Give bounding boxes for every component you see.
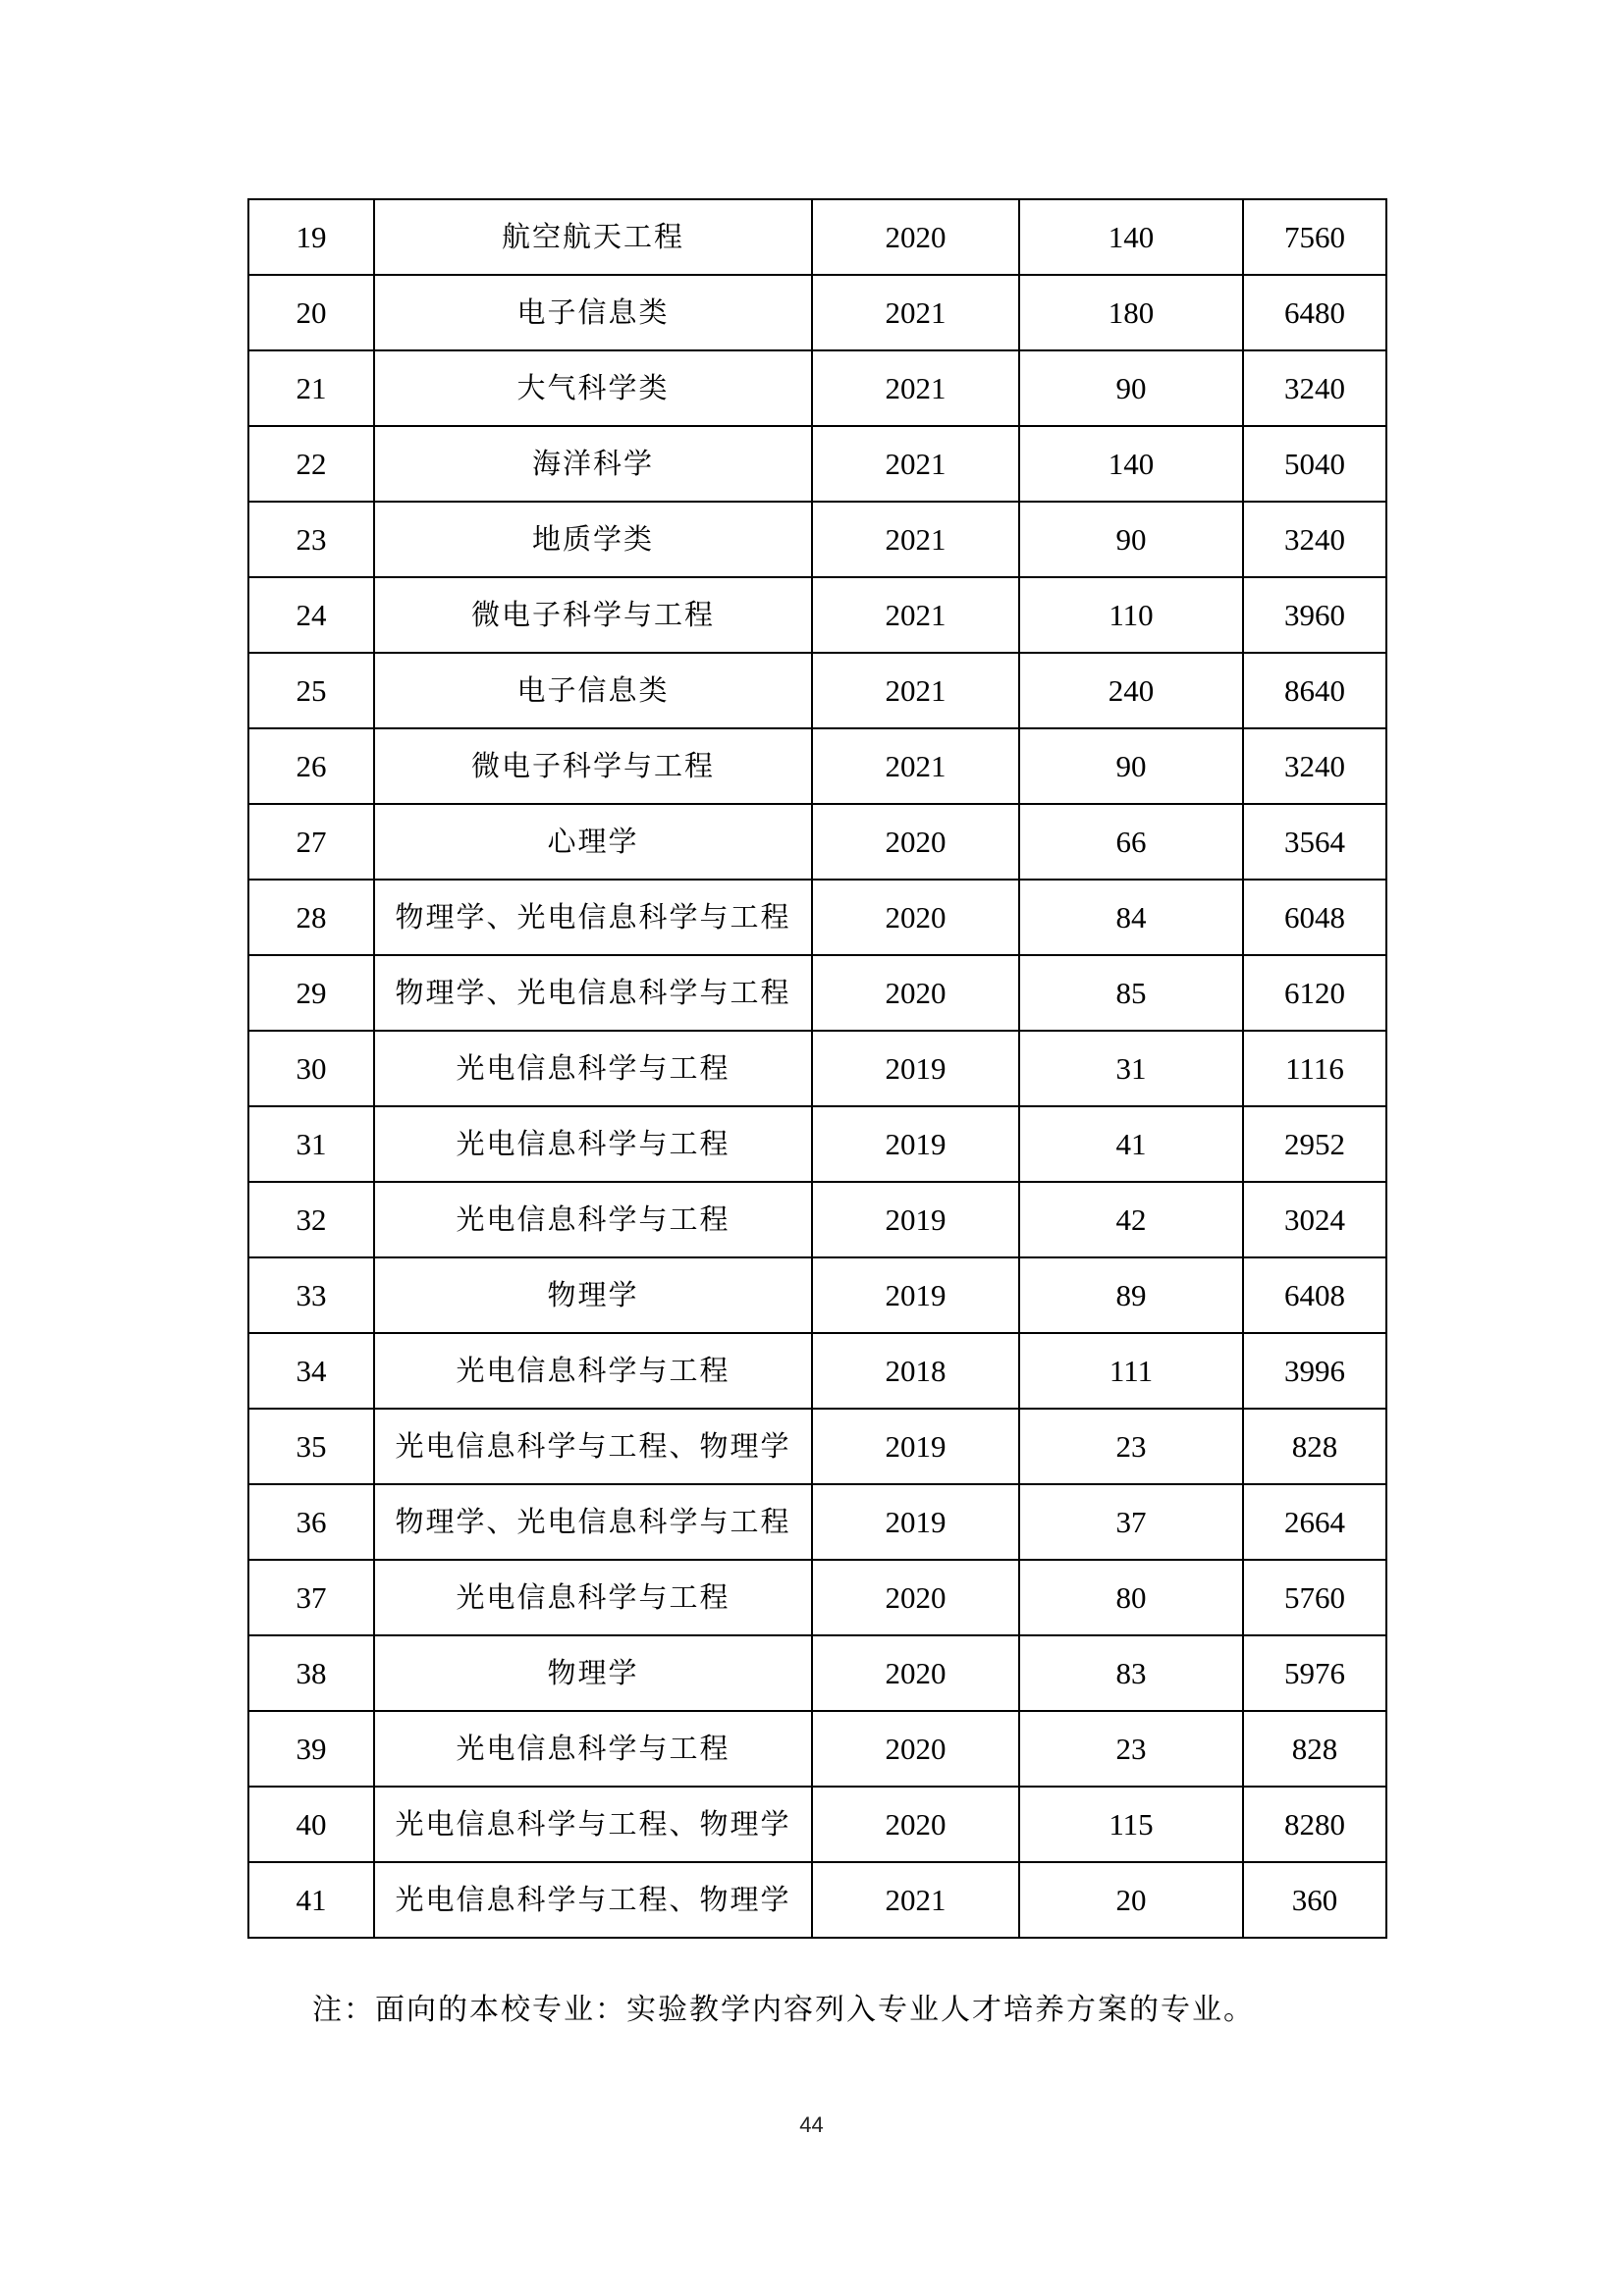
cell-hours: 5976	[1243, 1635, 1386, 1711]
cell-students: 31	[1019, 1031, 1243, 1106]
cell-major: 大气科学类	[374, 350, 812, 426]
cell-no: 34	[248, 1333, 374, 1409]
cell-major: 心理学	[374, 804, 812, 880]
cell-year: 2019	[812, 1031, 1019, 1106]
cell-hours: 8280	[1243, 1787, 1386, 1862]
cell-year: 2020	[812, 1560, 1019, 1635]
table-row	[248, 275, 1386, 350]
cell-hours: 5760	[1243, 1560, 1386, 1635]
cell-no: 21	[248, 350, 374, 426]
table-footnote: 注：面向的本校专业：实验教学内容列入专业人才培养方案的专业。	[312, 1993, 1255, 2027]
cell-major: 物理学	[374, 1257, 812, 1333]
table-row	[248, 1711, 1386, 1787]
table-row	[248, 1862, 1386, 1938]
table-row	[248, 653, 1386, 728]
cell-hours: 828	[1243, 1711, 1386, 1787]
cell-hours: 3240	[1243, 728, 1386, 804]
cell-hours: 3240	[1243, 502, 1386, 577]
cell-students: 115	[1019, 1787, 1243, 1862]
cell-year: 2021	[812, 728, 1019, 804]
cell-year: 2019	[812, 1106, 1019, 1182]
cell-hours: 5040	[1243, 426, 1386, 502]
cell-major: 物理学、光电信息科学与工程	[374, 880, 812, 955]
cell-hours: 8640	[1243, 653, 1386, 728]
cell-no: 39	[248, 1711, 374, 1787]
cell-hours: 3240	[1243, 350, 1386, 426]
cell-students: 89	[1019, 1257, 1243, 1333]
cell-hours: 2952	[1243, 1106, 1386, 1182]
cell-year: 2020	[812, 199, 1019, 275]
table-row	[248, 1484, 1386, 1560]
table-row	[248, 880, 1386, 955]
cell-students: 111	[1019, 1333, 1243, 1409]
cell-no: 25	[248, 653, 374, 728]
cell-no: 31	[248, 1106, 374, 1182]
cell-students: 140	[1019, 426, 1243, 502]
cell-students: 23	[1019, 1711, 1243, 1787]
table-row	[248, 1560, 1386, 1635]
cell-major: 光电信息科学与工程、物理学	[374, 1862, 812, 1938]
cell-hours: 6120	[1243, 955, 1386, 1031]
cell-no: 23	[248, 502, 374, 577]
cell-no: 27	[248, 804, 374, 880]
cell-students: 140	[1019, 199, 1243, 275]
cell-students: 85	[1019, 955, 1243, 1031]
cell-students: 90	[1019, 502, 1243, 577]
cell-year: 2020	[812, 1711, 1019, 1787]
cell-students: 84	[1019, 880, 1243, 955]
cell-no: 40	[248, 1787, 374, 1862]
cell-hours: 828	[1243, 1409, 1386, 1484]
cell-hours: 360	[1243, 1862, 1386, 1938]
cell-major: 物理学、光电信息科学与工程	[374, 955, 812, 1031]
cell-students: 180	[1019, 275, 1243, 350]
data-table	[247, 198, 1387, 1939]
table-row	[248, 426, 1386, 502]
cell-no: 35	[248, 1409, 374, 1484]
cell-hours: 6408	[1243, 1257, 1386, 1333]
cell-year: 2019	[812, 1257, 1019, 1333]
cell-major: 电子信息类	[374, 275, 812, 350]
cell-hours: 6048	[1243, 880, 1386, 955]
cell-no: 38	[248, 1635, 374, 1711]
cell-no: 37	[248, 1560, 374, 1635]
cell-year: 2020	[812, 1787, 1019, 1862]
cell-major: 光电信息科学与工程	[374, 1333, 812, 1409]
cell-no: 36	[248, 1484, 374, 1560]
cell-major: 光电信息科学与工程	[374, 1560, 812, 1635]
cell-major: 微电子科学与工程	[374, 577, 812, 653]
table-row	[248, 728, 1386, 804]
cell-major: 航空航天工程	[374, 199, 812, 275]
cell-year: 2020	[812, 804, 1019, 880]
cell-students: 80	[1019, 1560, 1243, 1635]
cell-major: 光电信息科学与工程	[374, 1182, 812, 1257]
cell-no: 19	[248, 199, 374, 275]
cell-students: 20	[1019, 1862, 1243, 1938]
cell-year: 2021	[812, 653, 1019, 728]
cell-year: 2021	[812, 502, 1019, 577]
cell-students: 41	[1019, 1106, 1243, 1182]
cell-no: 29	[248, 955, 374, 1031]
cell-year: 2020	[812, 955, 1019, 1031]
cell-year: 2021	[812, 350, 1019, 426]
table-row	[248, 1787, 1386, 1862]
cell-no: 20	[248, 275, 374, 350]
cell-hours: 2664	[1243, 1484, 1386, 1560]
cell-no: 24	[248, 577, 374, 653]
cell-no: 41	[248, 1862, 374, 1938]
cell-year: 2018	[812, 1333, 1019, 1409]
cell-students: 66	[1019, 804, 1243, 880]
cell-major: 光电信息科学与工程、物理学	[374, 1409, 812, 1484]
table-row	[248, 804, 1386, 880]
cell-major: 物理学、光电信息科学与工程	[374, 1484, 812, 1560]
cell-major: 地质学类	[374, 502, 812, 577]
table-row	[248, 199, 1386, 275]
cell-year: 2021	[812, 577, 1019, 653]
cell-hours: 3996	[1243, 1333, 1386, 1409]
cell-no: 28	[248, 880, 374, 955]
table-row	[248, 1635, 1386, 1711]
cell-year: 2020	[812, 880, 1019, 955]
cell-no: 32	[248, 1182, 374, 1257]
cell-hours: 3960	[1243, 577, 1386, 653]
cell-major: 光电信息科学与工程	[374, 1711, 812, 1787]
cell-major: 物理学	[374, 1635, 812, 1711]
cell-year: 2019	[812, 1182, 1019, 1257]
table-row	[248, 955, 1386, 1031]
table-row	[248, 502, 1386, 577]
cell-hours: 1116	[1243, 1031, 1386, 1106]
cell-major: 微电子科学与工程	[374, 728, 812, 804]
table-body	[248, 199, 1386, 1938]
cell-major: 光电信息科学与工程、物理学	[374, 1787, 812, 1862]
cell-year: 2020	[812, 1635, 1019, 1711]
cell-students: 37	[1019, 1484, 1243, 1560]
cell-major: 电子信息类	[374, 653, 812, 728]
cell-hours: 3564	[1243, 804, 1386, 880]
cell-hours: 6480	[1243, 275, 1386, 350]
cell-year: 2021	[812, 1862, 1019, 1938]
table-row	[248, 577, 1386, 653]
cell-students: 42	[1019, 1182, 1243, 1257]
cell-students: 240	[1019, 653, 1243, 728]
table-row	[248, 350, 1386, 426]
page-number: 44	[799, 2112, 824, 2137]
cell-year: 2019	[812, 1484, 1019, 1560]
table-row	[248, 1409, 1386, 1484]
cell-year: 2021	[812, 275, 1019, 350]
cell-major: 光电信息科学与工程	[374, 1031, 812, 1106]
cell-major: 光电信息科学与工程	[374, 1106, 812, 1182]
table-row	[248, 1031, 1386, 1106]
cell-students: 23	[1019, 1409, 1243, 1484]
cell-students: 90	[1019, 350, 1243, 426]
cell-no: 26	[248, 728, 374, 804]
table-row	[248, 1182, 1386, 1257]
cell-major: 海洋科学	[374, 426, 812, 502]
cell-year: 2021	[812, 426, 1019, 502]
cell-no: 22	[248, 426, 374, 502]
cell-year: 2019	[812, 1409, 1019, 1484]
cell-students: 83	[1019, 1635, 1243, 1711]
table-row	[248, 1106, 1386, 1182]
table-row	[248, 1257, 1386, 1333]
cell-students: 90	[1019, 728, 1243, 804]
cell-hours: 7560	[1243, 199, 1386, 275]
cell-hours: 3024	[1243, 1182, 1386, 1257]
cell-no: 33	[248, 1257, 374, 1333]
table-row	[248, 1333, 1386, 1409]
cell-students: 110	[1019, 577, 1243, 653]
cell-no: 30	[248, 1031, 374, 1106]
